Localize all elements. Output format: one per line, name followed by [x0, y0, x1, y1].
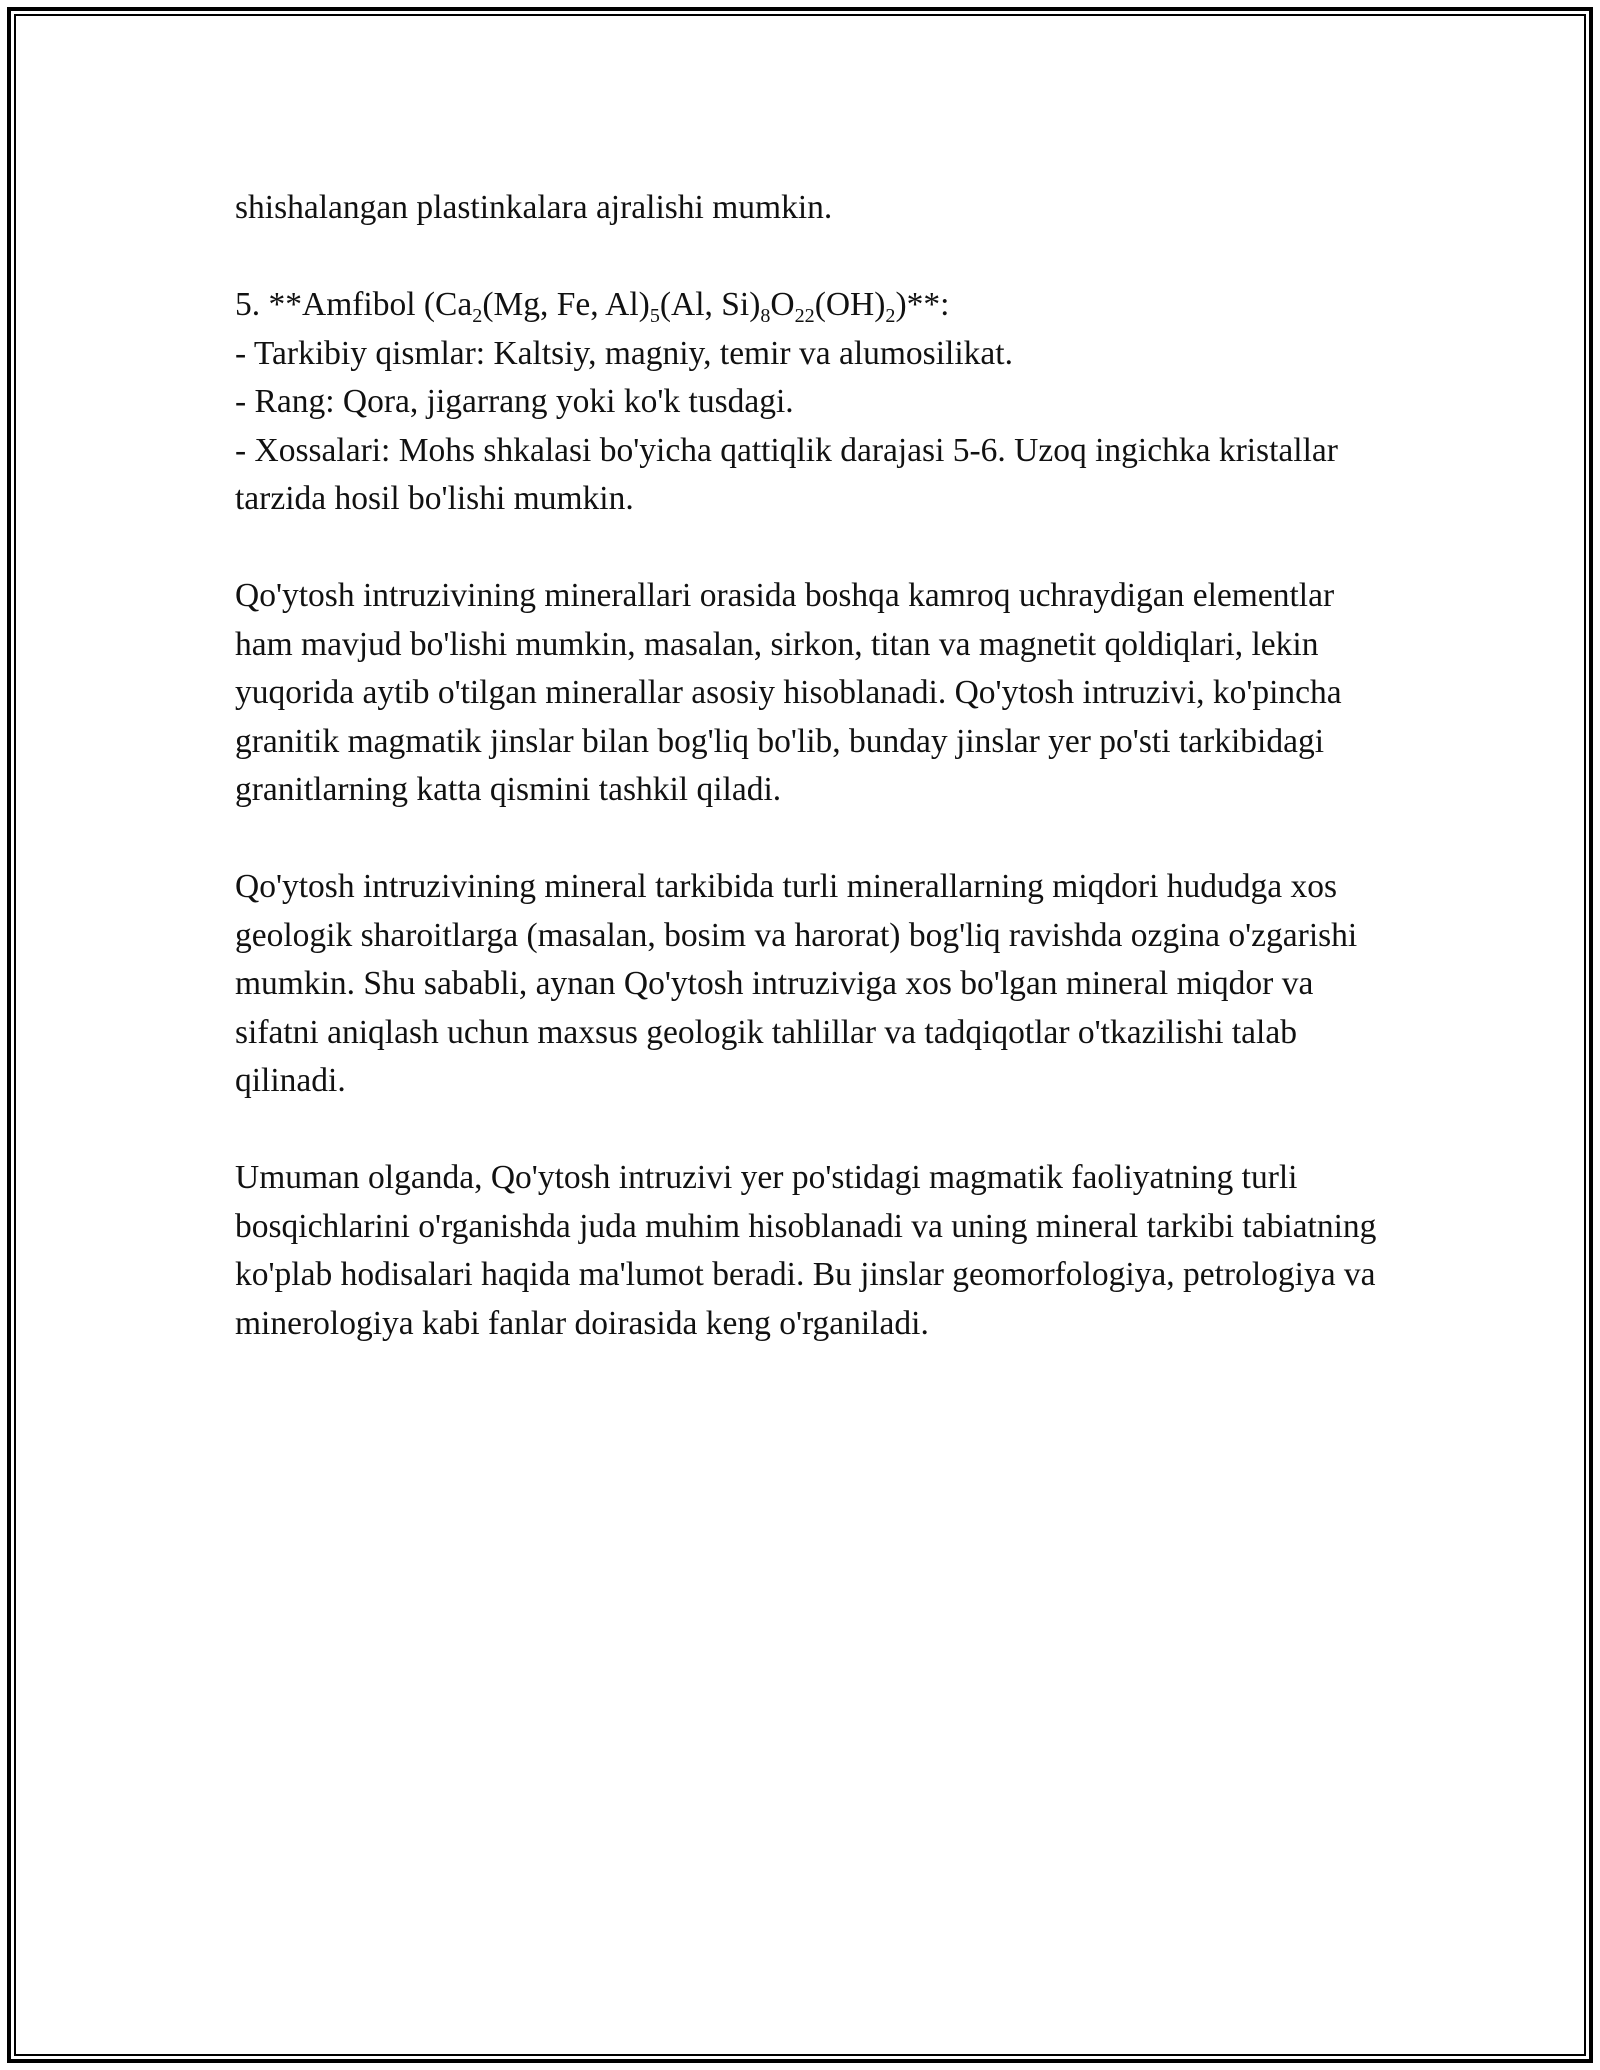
paragraph-gap — [235, 524, 1395, 573]
formula-sub: 22 — [794, 305, 815, 328]
paragraph-gap — [235, 815, 1395, 864]
list-item-heading — [235, 281, 1395, 330]
paragraph: Qo'ytosh intruzivining mineral tarkibida turli minerallarning miqdori hududga xos geologik sharoitlarga (masalan, bosim va harorat) bog'liq ravishda ozgina o'zgarishi mumkin. Shu sababli, aynan Qo'ytosh intruziviga xos bo'lgan mineral miqdor va sifatni aniqlash uchun maxsus geologik tahlillar va tadqiqotlar o'tkazilishi talab qilinadi. — [235, 868, 1358, 1099]
formula-sub: 2 — [472, 305, 483, 328]
paragraph: Qo'ytosh intruzivining minerallari orasida boshqa kamroq uchraydigan elementlar ham mavjud bo'lishi mumkin, masalan, sirkon, titan va magnetit qoldiqlari, lekin yuqorida aytib o'tilgan minerallar asosiy hisoblanadi. Qo'ytosh intruzivi, ko'pincha granitik magmatik jinslar bilan bog'liq bo'lib, bunday jinslar yer po'sti tarkibidagi granitlarning katta qismini tashkil qiladi. — [235, 577, 1342, 808]
list-sub-item-color: - Rang: Qora, jigarrang yoki ko'k tusdagi. — [235, 383, 794, 420]
list-sub-item-properties: - Xossalari: Mohs shkalasi bo'yicha qattiqlik darajasi 5-6. Uzoq ingichka kristallar tarzida hosil bo'lishi mumkin. — [235, 431, 1338, 517]
formula-part: (Mg, Fe, Al) — [482, 286, 650, 323]
formula-prefix: 5. **Amfibol (Ca — [235, 286, 473, 323]
formula-part: (Al, Si) — [659, 286, 761, 323]
continuation-line: shishalangan plastinkalara ajralishi mumkin. — [235, 189, 833, 226]
formula-sub: 8 — [760, 305, 771, 328]
formula-suffix: )**: — [895, 286, 950, 323]
paragraph-gap — [235, 233, 1395, 282]
paragraph-gap — [235, 1106, 1395, 1155]
document-body — [235, 184, 1395, 1348]
formula-part: (OH) — [814, 286, 886, 323]
list-sub-item-composition: - Tarkibiy qismlar: Kaltsiy, magniy, temir va alumosilikat. — [235, 334, 1013, 372]
paragraph: Umuman olganda, Qo'ytosh intruzivi yer po'stidagi magmatik faoliyatning turli bosqichlarini o'rganishda juda muhim hisoblanadi va uning mineral tarkibi tabiatning ko'plab hodisalari haqida ma'lumot beradi. Bu jinslar geomorfologiya, petrologiya va minerologiya kabi fanlar doirasida keng o'rganiladi. — [235, 1159, 1377, 1342]
formula-sub: 2 — [885, 305, 896, 328]
formula-part: O — [770, 286, 795, 323]
formula-sub: 5 — [649, 305, 660, 328]
